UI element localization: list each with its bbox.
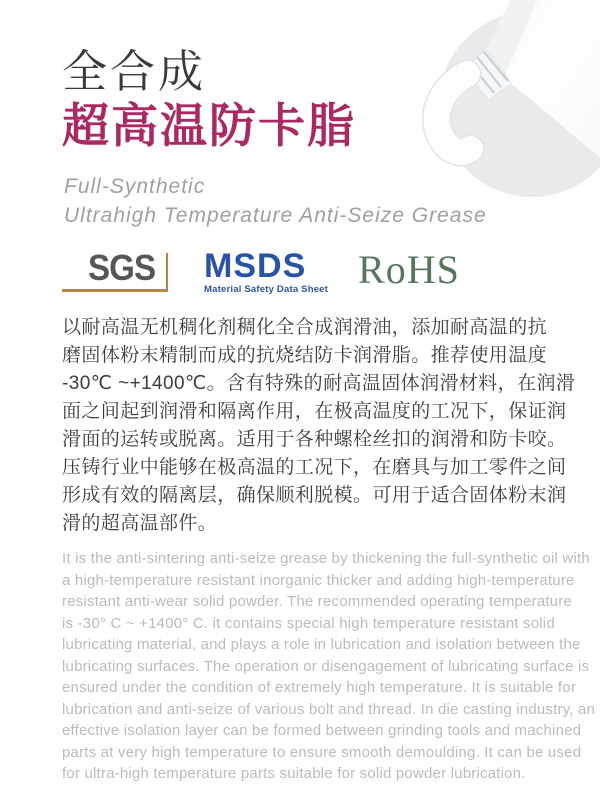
- msds-logo-subtext: Material Safety Data Sheet: [204, 284, 329, 295]
- description-cn-line: 压铸行业中能够在极高温的工况下，在磨具与加工零件之间: [62, 457, 567, 478]
- product-subtitle-en: [64, 172, 487, 230]
- description-en-line: ensured under the condition of extremely high temperature. It is suitable for: [62, 679, 577, 696]
- description-cn-line: 面之间起到润滑和隔离作用，在极高温度的工况下，保证润: [62, 401, 567, 422]
- description-cn-line: 磨固体粉末精制而成的抗烧结防卡润滑脂。推荐使用温度: [62, 345, 548, 366]
- msds-logo-text: MSDS: [204, 247, 307, 285]
- description-en-line: lubricating material, and plays a role in lubrication and isolation between the: [62, 636, 581, 653]
- description-en-line: lubricating surfaces. The operation or disengagement of lubricating surface is: [62, 657, 590, 675]
- subtitle-line-1: Full-Synthetic: [64, 175, 206, 198]
- certification-logos: [62, 247, 460, 295]
- msds-logo: [204, 247, 329, 295]
- description-cn: [62, 314, 576, 538]
- description-en-line: is -30° C ~ +1400° C. it contains special high temperature resistant solid: [62, 614, 555, 632]
- description-cn-line: 滑的超高温部件。: [62, 513, 218, 534]
- description-en-line: It is the anti-sintering anti-seize grease by thickening the full-synthetic oil with: [62, 550, 590, 567]
- description-en-line: resistant anti-wear solid powder. The recommended operating temperature: [62, 593, 573, 610]
- subtitle-line-2: Ultrahigh Temperature Anti-Seize Grease: [64, 204, 487, 227]
- rohs-logo: RoHS: [358, 247, 460, 292]
- sgs-logo-text: SGS: [88, 247, 156, 288]
- product-title-cn-highlight: 超高温防卡脂: [62, 99, 356, 152]
- sgs-logo: [62, 247, 168, 292]
- description-en: [62, 548, 596, 785]
- description-en-line: for ultra-high temperature parts suitable for solid powder lubrication.: [62, 765, 526, 782]
- description-en-line: effective isolation layer can be formed between grinding tools and machined: [62, 722, 582, 739]
- description-cn-line: 滑面的运转或脱离。适用于各种螺栓丝扣的润滑和防卡咬。: [62, 429, 567, 450]
- product-title-cn: 全合成: [62, 46, 207, 97]
- description-cn-line: 形成有效的隔离层，确保顺利脱模。可用于适合固体粉末润: [62, 485, 567, 506]
- description-en-line: parts at very high temperature to ensure smooth demoulding. It can be used: [62, 743, 582, 761]
- description-cn-line: 以耐高温无机稠化剂稠化全合成润滑油，添加耐高温的抗: [62, 317, 548, 338]
- description-en-line: a high-temperature resistant inorganic thicker and adding high-temperature: [62, 571, 575, 589]
- description-cn-line: -30℃ ~+1400℃。含有特殊的耐高温固体润滑材料，在润滑: [62, 373, 576, 394]
- description-en-line: lubrication and anti-seize of various bolt and thread. In die casting industry, an: [62, 700, 596, 718]
